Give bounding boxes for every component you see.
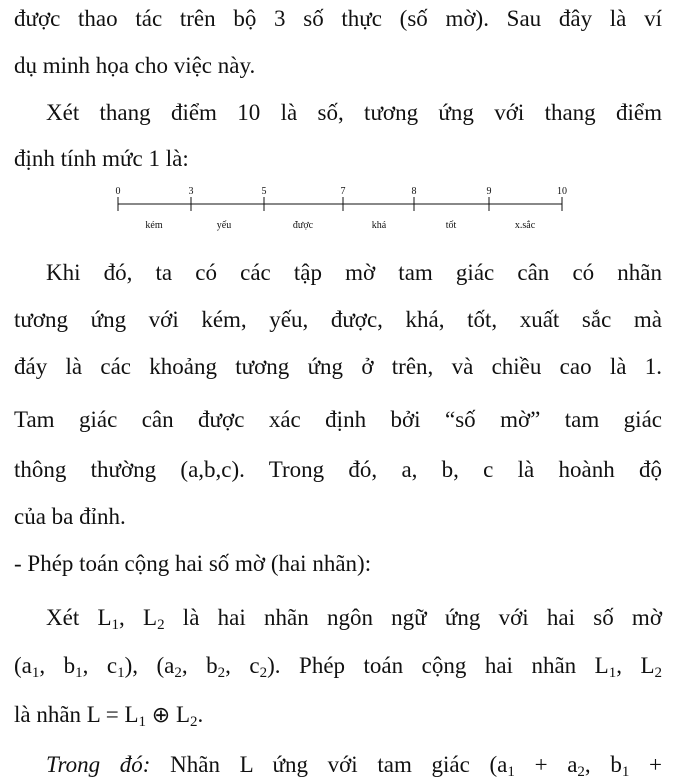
- italic-run: Trong đó:: [46, 752, 151, 777]
- subscript: 2: [654, 665, 663, 681]
- text-line-6: tương ứng với kém, yếu, được, khá, tốt, xuất sắc mà: [14, 307, 662, 332]
- subscript: 2: [577, 764, 585, 780]
- scale-tick-label: 10: [557, 186, 567, 197]
- scale-category-label: được: [292, 220, 314, 231]
- text-run: + a: [514, 752, 578, 777]
- text-line-12: [46, 603, 662, 633]
- text-line-1: được thao tác trên bộ 3 số thực (số mờ). Sau đây là ví: [14, 6, 662, 31]
- text-run: , c: [225, 653, 260, 678]
- text-line-5: Khi đó, ta có các tập mờ tam giác cân có nhãn: [46, 260, 662, 285]
- subscript: 2: [174, 665, 182, 681]
- subscript: 1: [117, 665, 125, 681]
- scale-tick-label: 3: [188, 186, 194, 197]
- subscript: 1: [75, 665, 83, 681]
- text-line-3: Xét thang điểm 10 là số, tương ứng với thang điểm: [46, 100, 662, 125]
- subscript: 2: [259, 665, 268, 681]
- subscript: 1: [608, 665, 617, 681]
- text-run: là nhãn L = L: [14, 702, 139, 727]
- text-run: là hai nhãn ngôn ngữ ứng với hai số mờ: [164, 605, 662, 630]
- subscript: 2: [157, 617, 165, 633]
- scale-category-label: kém: [145, 220, 163, 231]
- subscript: 1: [111, 617, 120, 633]
- text-line-4: định tính mức 1 là:: [14, 146, 189, 171]
- subscript: 1: [507, 764, 515, 780]
- text-run: L: [170, 702, 191, 727]
- text-line-15: [46, 750, 662, 780]
- text-line-14: [14, 700, 662, 731]
- subscript: 2: [217, 665, 226, 681]
- subscript: 1: [138, 714, 147, 730]
- subscript: 1: [31, 665, 40, 681]
- text-run: +: [629, 752, 663, 777]
- text-line-8: Tam giác cân được xác định bởi “số mờ” tam giác: [14, 407, 662, 432]
- scale-category-label: yếu: [216, 220, 232, 231]
- text-run: .: [197, 702, 204, 727]
- scale-tick-label: 0: [115, 186, 121, 197]
- text-run: , b: [39, 653, 76, 678]
- subscript: 2: [190, 714, 198, 730]
- text-run: , c: [82, 653, 118, 678]
- text-run: , L: [119, 605, 158, 630]
- subscript: 1: [621, 764, 630, 780]
- text-line-9: thông thường (a,b,c). Trong đó, a, b, c là hoành độ: [14, 457, 662, 482]
- text-run: , L: [616, 653, 655, 678]
- text-run: (a: [14, 653, 32, 678]
- rating-scale-figure: [100, 183, 580, 239]
- text-run: , b: [584, 752, 622, 777]
- scale-tick-label: 5: [261, 186, 267, 197]
- text-line-7: đáy là các khoảng tương ứng ở trên, và chiều cao là 1.: [14, 354, 662, 379]
- text-run: Xét L: [46, 605, 112, 630]
- scale-category-label: tốt: [445, 220, 457, 231]
- scale-category-label: khá: [371, 220, 387, 231]
- scale-tick-label: 7: [340, 186, 346, 197]
- text-line-13: [14, 651, 662, 681]
- text-run: , b: [181, 653, 218, 678]
- oplus-symbol: ⊕: [151, 703, 171, 728]
- scale-category-label: x.sắc: [514, 220, 536, 231]
- text-line-11: - Phép toán cộng hai số mờ (hai nhãn):: [14, 551, 372, 576]
- scale-tick-label: 8: [411, 186, 417, 197]
- text-run: Nhãn L ứng với tam giác (a: [150, 752, 508, 777]
- scale-tick-label: 9: [486, 186, 492, 197]
- text-run: ). Phép toán cộng hai nhãn L: [267, 653, 609, 678]
- text-line-2: dụ minh họa cho việc này.: [14, 53, 256, 78]
- text-line-10: của ba đỉnh.: [14, 504, 126, 529]
- text-run: ), (a: [124, 653, 175, 678]
